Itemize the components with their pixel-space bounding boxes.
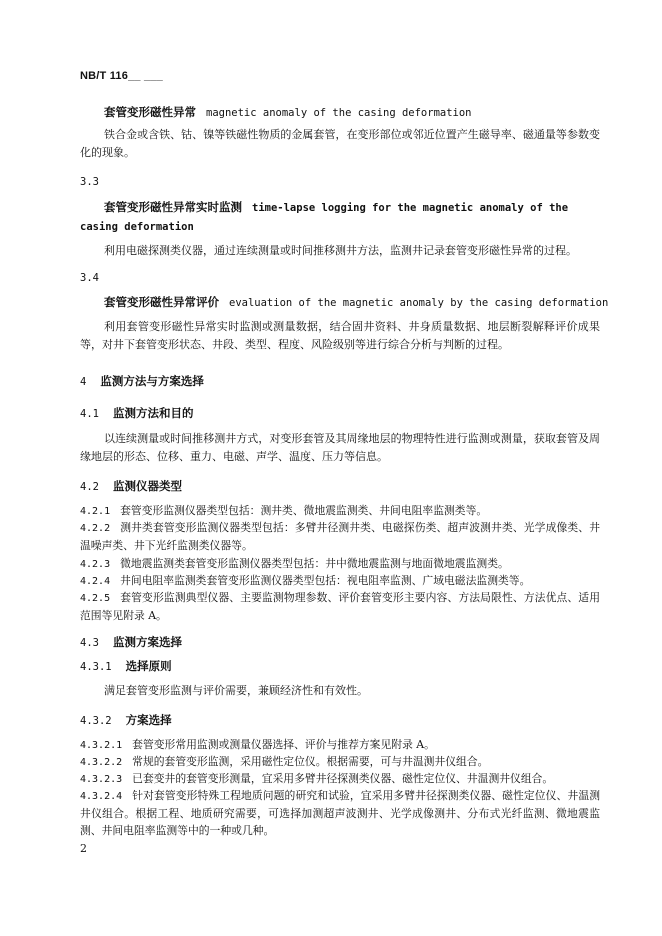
section-number: 4.3.2 [80, 715, 112, 727]
term-3-2 [104, 104, 472, 120]
section-title: 方案选择 [125, 713, 172, 727]
item-number: 4.3.2.3 [80, 774, 123, 785]
term-zh: 套管变形磁性异常评价 [104, 295, 219, 309]
list-item [80, 787, 600, 839]
item-text: 井间电阻率监测类套管变形监测仪器类型包括：视电阻率监测、广域电磁法监测类等。 [120, 574, 531, 587]
item-text: 常规的套管变形监测，采用磁性定位仪。根据需要，可与井温测井仪组合。 [132, 755, 489, 768]
list-item [80, 502, 600, 520]
section-4-3-2-heading [80, 712, 172, 728]
section-number: 4.3 [80, 637, 99, 649]
term-en: magnetic anomaly of the casing deformation [206, 107, 472, 119]
list-item [80, 770, 600, 788]
section-title: 监测方案选择 [112, 635, 182, 649]
item-number: 4.2.5 [80, 593, 111, 604]
item-text: 套管变形监测仪器类型包括：测井类、微地震监测类、井间电阻率监测类等。 [120, 504, 488, 517]
section-number: 4.1 [80, 408, 99, 420]
section-title: 监测方法与方案选择 [100, 374, 204, 388]
list-item [80, 519, 600, 554]
item-number: 4.3.2.1 [80, 740, 123, 751]
paragraph-4-1: 以连续测量或时间推移测井方式，对变形套管及其周缘地层的物理特性进行监测或测量，获取套管及周缘地层的形态、位移、重力、电磁、声学、温度、压力等信息。 [80, 432, 600, 463]
item-text: 套管变形监测典型仪器、主要监测物理参数、评价套管变形主要内容、方法局限性、方法优点、适用范围等见附录 A。 [80, 591, 600, 622]
section-4-3-heading [80, 634, 182, 650]
item-number: 4.2.2 [80, 523, 111, 534]
term-3-3 [80, 198, 600, 236]
item-number: 4.3.2.2 [80, 757, 123, 768]
term-en: time-lapse logging for the magnetic anomaly of the casing deformation [80, 202, 569, 233]
term-zh: 套管变形磁性异常 [104, 105, 196, 119]
clause-number-3-4: 3.4 [80, 272, 99, 284]
item-number: 4.2.4 [80, 576, 111, 587]
item-text: 已套变井的套管变形测量，宜采用多臂井径探测类仪器、磁性定位仪、井温测井仪组合。 [132, 772, 554, 785]
standard-header: NB/T 116__ ___ [80, 70, 163, 82]
page-number: 2 [80, 842, 87, 855]
section-number: 4.2 [80, 481, 99, 493]
section-title: 监测仪器类型 [112, 479, 182, 493]
item-text: 微地震监测类套管变形监测仪器类型包括：井中微地震监测与地面微地震监测类。 [120, 557, 509, 570]
item-text: 针对套管变形特殊工程地质问题的研究和试验，宜采用多臂井径探测类仪器、磁性定位仪、井温测井仪组合。根据工程、地质研究需要，可选择加测超声波测井、光学成像测井、分布式光纤监测、微地震监测、井间电阻率监测等中的一种或几种。 [80, 789, 600, 837]
term-3-4 [104, 294, 608, 310]
item-number: 4.3.2.4 [80, 791, 123, 802]
list-item [80, 753, 600, 771]
term-en: evaluation of the magnetic anomaly by the casing deformation [229, 297, 609, 309]
section-4-heading [80, 373, 204, 389]
list-item [80, 572, 600, 590]
paragraph-4-3-1: 满足套管变形监测与评价需要，兼顾经济性和有效性。 [104, 684, 368, 697]
list-item [80, 555, 600, 573]
section-number: 4.3.1 [80, 661, 112, 673]
clause-number-3-3: 3.3 [80, 176, 99, 188]
item-number: 4.2.3 [80, 559, 111, 570]
section-4-2-heading [80, 478, 182, 494]
section-number: 4 [80, 376, 87, 388]
item-number: 4.2.1 [80, 506, 111, 517]
term-zh: 套管变形磁性异常实时监测 [104, 200, 242, 214]
item-text: 套管变形常用监测或测量仪器选择、评价与推荐方案见附录 A。 [132, 738, 435, 751]
list-item [80, 736, 600, 754]
section-4-3-1-heading [80, 658, 172, 674]
definition-3-4: 利用套管变形磁性异常实时监测或测量数据，结合固井资料、井身质量数据、地层断裂解释评价成果等，对井下套管变形状态、井段、类型、程度、风险级别等进行综合分析与判断的过程。 [80, 320, 600, 351]
item-text: 测井类套管变形监测仪器类型包括：多臂井径测井类、电磁探伤类、超声波测井类、光学成像类、井温噪声类、井下光纤监测类仪器等。 [80, 521, 600, 552]
definition-3-3: 利用电磁探测类仪器，通过连续测量或时间推移测井方法，监测井记录套管变形磁性异常的过程。 [104, 244, 577, 257]
definition-3-2: 铁合金或含铁、钴、镍等铁磁性物质的金属套管，在变形部位或邻近位置产生磁导率、磁通量等参数变化的现象。 [80, 128, 600, 159]
section-title: 监测方法和目的 [112, 406, 194, 420]
section-4-1-heading [80, 405, 193, 421]
section-title: 选择原则 [125, 659, 172, 673]
list-item [80, 589, 600, 624]
